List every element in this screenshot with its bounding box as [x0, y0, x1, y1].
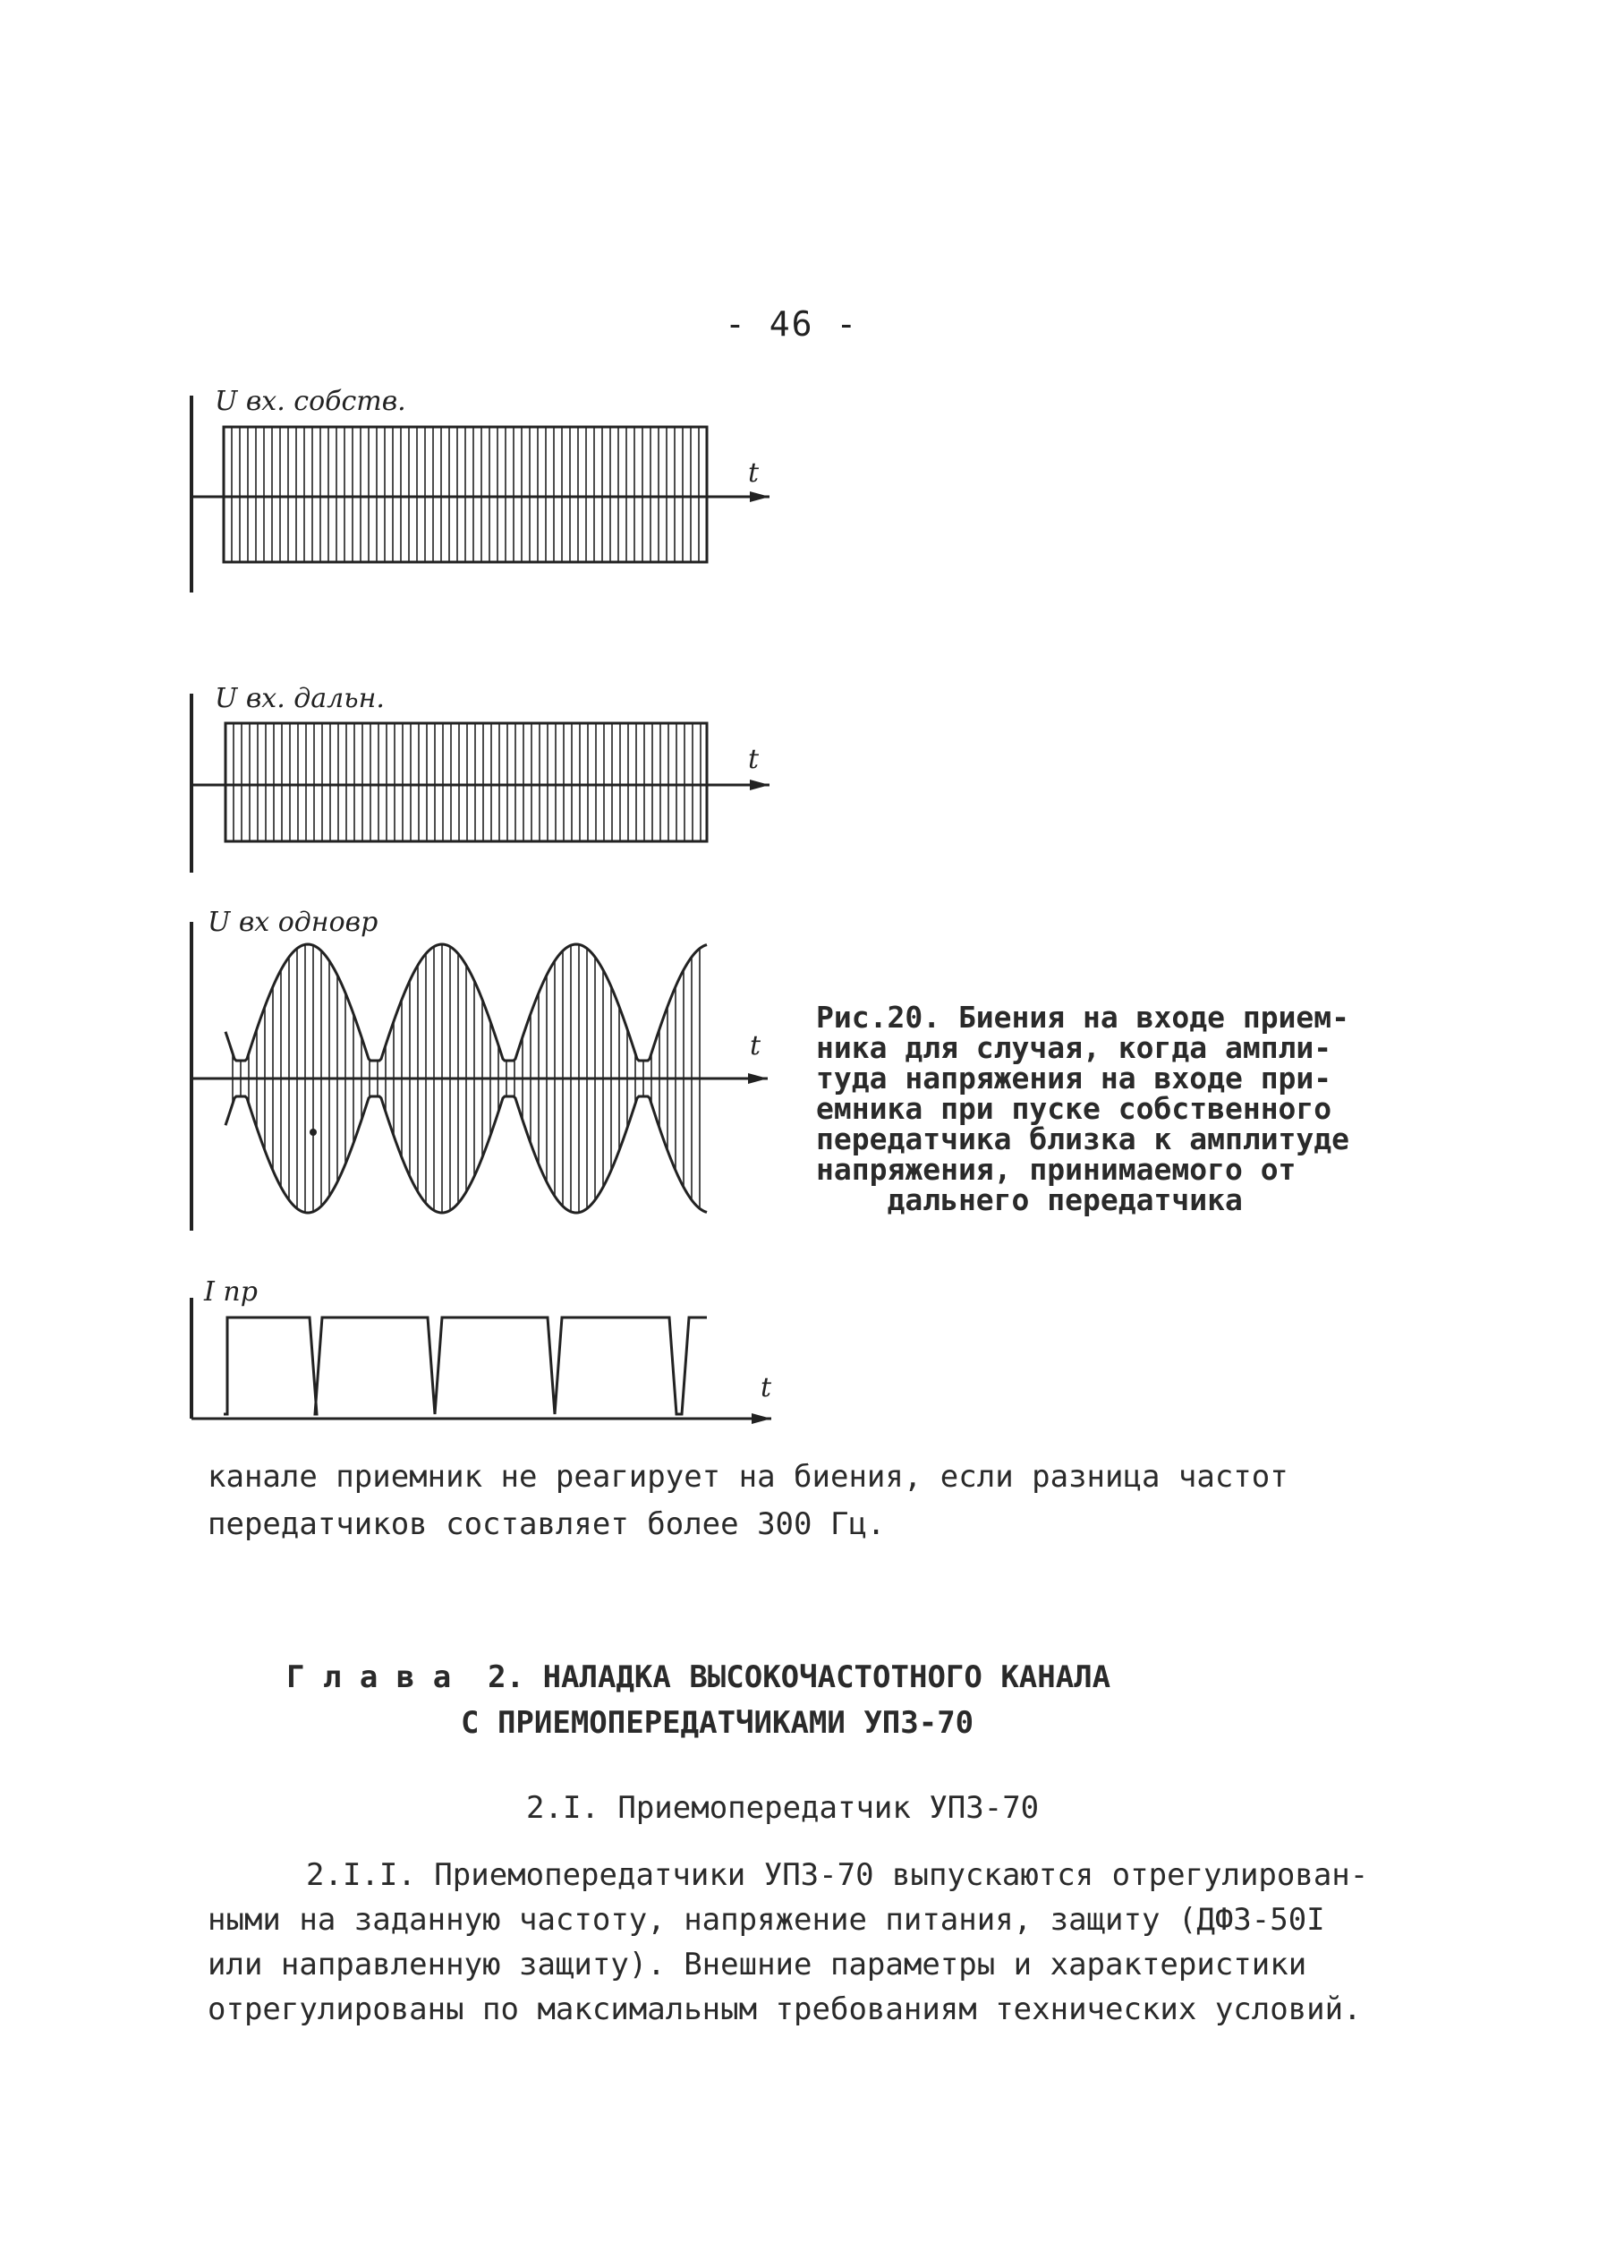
- figure-caption: [816, 1002, 1389, 1215]
- current-pulse-train: [224, 1317, 707, 1414]
- caption-line: передатчика близка к амплитуде: [816, 1121, 1350, 1156]
- panel-current-signal: [191, 1298, 771, 1424]
- panel-own-signal: [191, 396, 769, 593]
- caption-line: туда напряжения на входе при-: [816, 1061, 1332, 1096]
- continuation-line-2: передатчиков составляет более 300 Гц.: [208, 1506, 886, 1542]
- chapter-title-line-1: Г л а в а 2. НАЛАДКА ВЫСОКОЧАСТОТНОГО КАНАЛА: [286, 1659, 1111, 1695]
- page-number: - 46 -: [725, 304, 859, 344]
- panel-simultaneous-signal: [191, 922, 768, 1231]
- paragraph-line: или направленную защиту). Внешние параметры и характеристики: [208, 1947, 1307, 1982]
- paragraph-line: 2.I.I. Приемопередатчики УПЗ-70 выпускаются отрегулирован-: [306, 1857, 1369, 1893]
- caption-line: Рис.20. Биения на входе прием-: [816, 1000, 1350, 1035]
- xlabel-current: t: [761, 1372, 772, 1403]
- chapter-title-line-2: С ПРИЕМОПЕРЕДАТЧИКАМИ УПЗ-70: [461, 1705, 974, 1741]
- section-title: 2.I. Приемопередатчик УПЗ-70: [526, 1790, 1040, 1826]
- xlabel-remote: t: [748, 744, 760, 775]
- caption-line: напряжения, принимаемого от: [816, 1152, 1297, 1187]
- x-axis-arrow: [750, 491, 769, 502]
- ylabel-current: I пр: [204, 1276, 258, 1308]
- xlabel-simultaneous: t: [750, 1030, 761, 1062]
- marker-dot: [310, 1129, 317, 1136]
- x-axis-arrow: [750, 780, 769, 790]
- caption-line: ника для случая, когда ампли-: [816, 1030, 1332, 1065]
- paragraph-line: отрегулированы по максимальным требованиям технических условий.: [208, 1991, 1362, 2027]
- xlabel-own: t: [748, 457, 760, 489]
- continuation-line-1: канале приемник не реагирует на биения, если разница частот: [208, 1459, 1288, 1495]
- x-axis-arrow: [748, 1073, 768, 1084]
- caption-line: дальнего передатчика: [816, 1182, 1243, 1217]
- caption-line: емника при пуске собственного: [816, 1091, 1332, 1126]
- ylabel-remote: U вх. дальн.: [215, 683, 385, 714]
- paragraph: [208, 1853, 1460, 2032]
- ylabel-own: U вх. собств.: [215, 386, 406, 417]
- x-axis-arrow: [752, 1413, 771, 1424]
- ylabel-simultaneous: U вх одновр: [208, 907, 378, 938]
- panel-remote-signal: [191, 694, 769, 873]
- paragraph-line: ными на заданную частоту, напряжение питания, защиту (ДФЗ-50I: [208, 1902, 1325, 1938]
